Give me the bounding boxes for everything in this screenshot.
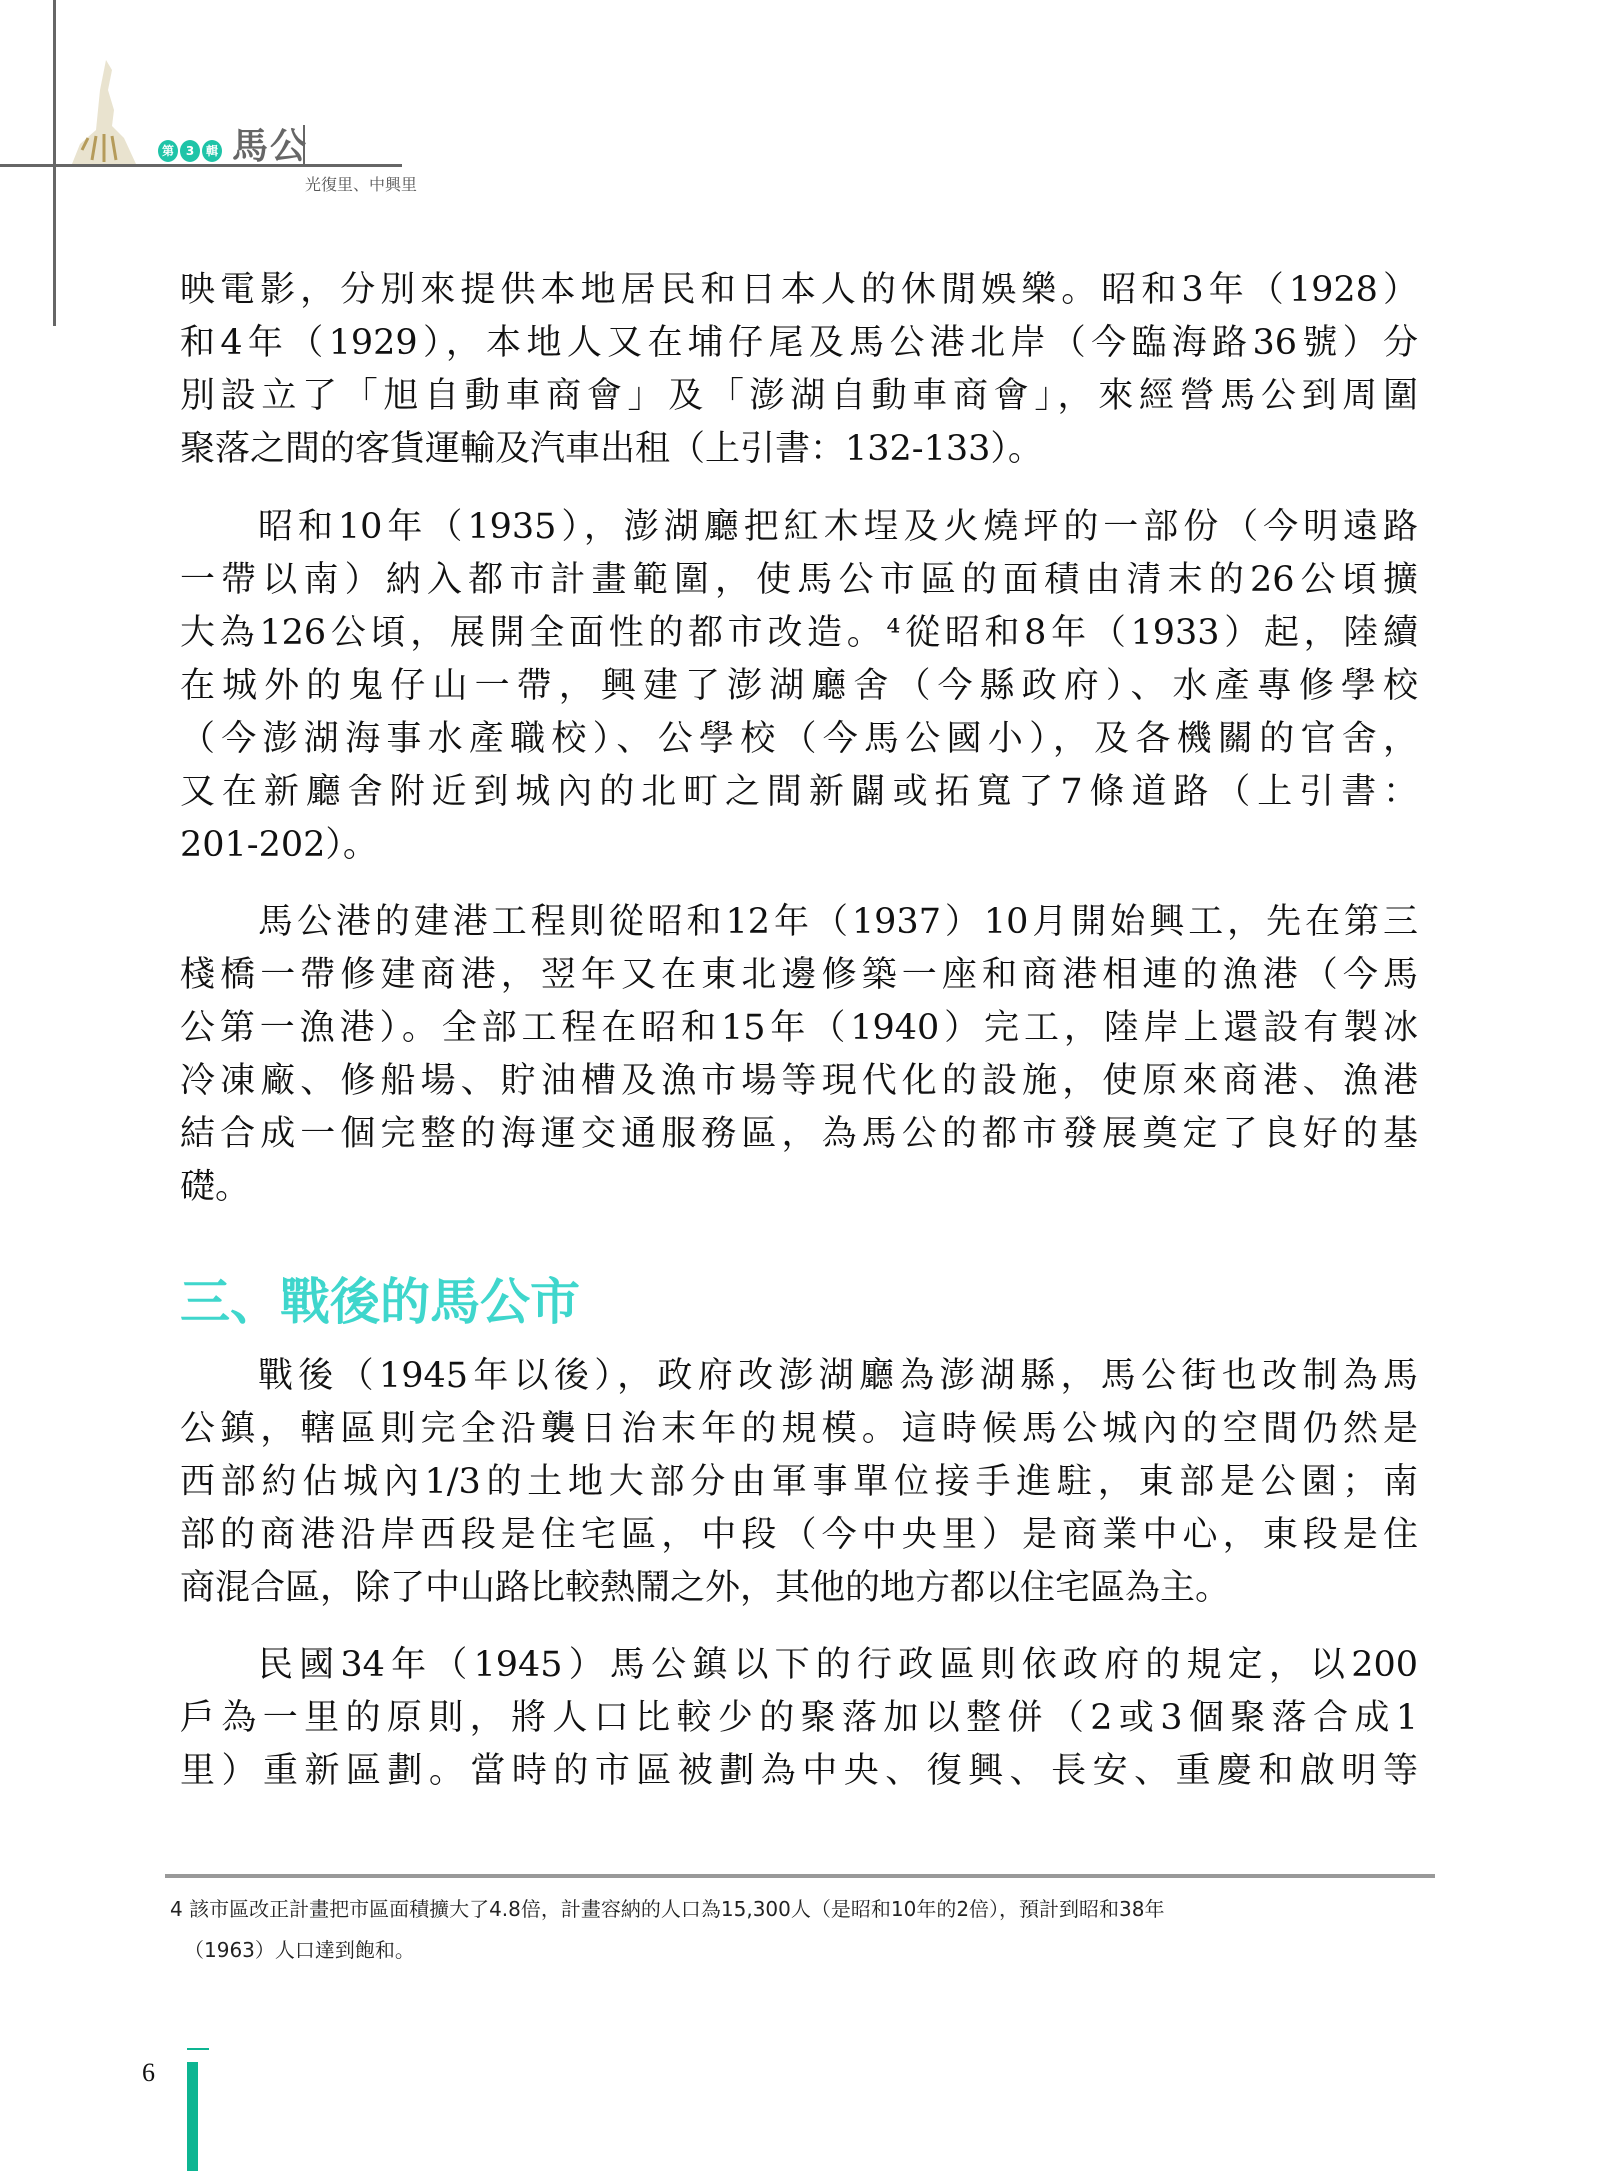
section-heading: 三、戰後的馬公市 [180, 1273, 580, 1331]
text-line: 冷凍廠、修船場、貯油槽及漁市場等現代化的設施，使原來商港、漁港 [180, 1061, 1418, 1101]
text-line: 戶為一里的原則，將人口比較少的聚落加以整併（2或3個聚落合成1 [180, 1698, 1418, 1738]
text-line: 一帶以南）納入都市計畫範圍，使馬公市區的面積由清末的26公頃擴 [180, 560, 1418, 600]
text-line: 別設立了「旭自動車商會」及「澎湖自動車商會」，來經營馬公到周圍 [180, 376, 1418, 416]
badge-di: 第 [158, 140, 178, 162]
series-title: 馬公 [232, 125, 309, 167]
header-rule [0, 164, 402, 167]
text-line: 馬公港的建港工程則從昭和12年（1937）10月開始興工，先在第三 [258, 902, 1418, 942]
text-line: 公第一漁港）。全部工程在昭和15年（1940）完工，陸岸上還設有製冰 [180, 1008, 1418, 1048]
text-line: 在城外的鬼仔山一帶，興建了澎湖廳舍（今縣政府）、水產專修學校 [180, 666, 1418, 706]
text-line: 棧橋一帶修建商港，翌年又在東北邊修築一座和商港相連的漁港（今馬 [180, 955, 1418, 995]
text-line: 201-202）。 [180, 825, 378, 865]
text-line: 民國34年（1945）馬公鎮以下的行政區則依政府的規定，以200 [258, 1645, 1418, 1685]
text-line: 商混合區，除了中山路比較熱鬧之外，其他的地方都以住宅區為主。 [180, 1568, 1231, 1608]
text-line: 又在新廳舍附近到城內的北町之間新闢或拓寬了7條道路（上引書： [180, 772, 1418, 812]
text-line: 公鎮，轄區則完全沿襲日治末年的規模。這時候馬公城內的空間仍然是 [180, 1409, 1418, 1449]
text-line: 西部約佔城內1/3的土地大部分由軍事單位接手進駐，東部是公園；南 [180, 1462, 1418, 1502]
text-line: 大為126公頃，展開全面性的都市改造。⁴從昭和8年（1933）起，陸續 [180, 613, 1418, 653]
text-line: 礎。 [180, 1167, 251, 1207]
text-line: 里）重新區劃。當時的市區被劃為中央、復興、長安、重慶和啟明等 [180, 1751, 1418, 1791]
crop-mark-vertical [53, 0, 56, 326]
text-line: 映電影，分別來提供本地居民和日本人的休閒娛樂。昭和3年（1928） [180, 270, 1418, 310]
badge-number: 3 [180, 140, 200, 162]
text-line: 和4年（1929），本地人又在埔仔尾及馬公港北岸（今臨海路36號）分 [180, 323, 1418, 363]
footnote-line: （1963）人口達到飽和。 [184, 1938, 415, 1962]
chapter-subtitle: 光復里、中興里 [305, 175, 418, 194]
text-line: 結合成一個完整的海運交通服務區，為馬公的都市發展奠定了良好的基 [180, 1114, 1418, 1154]
text-line: 昭和10年（1935），澎湖廳把紅木埕及火燒坪的一部份（今明遠路 [258, 507, 1418, 547]
footnote-rule [165, 1874, 1435, 1878]
text-line: 戰後（1945年以後），政府改澎湖廳為澎湖縣，馬公街也改制為馬 [258, 1356, 1418, 1396]
statue-icon [68, 60, 140, 164]
text-line: （今澎湖海事水產職校）、公學校（今馬公國小），及各機關的官舍， [180, 719, 1418, 759]
page-number: 6 [142, 2058, 155, 2087]
page-bar-cap [187, 2048, 209, 2050]
badge-ji: 輯 [202, 140, 222, 162]
footnote-line: 4 該市區改正計畫把市區面積擴大了4.8倍，計畫容納的人口為15,300人（是昭和10年的2倍），預計到昭和38年 [170, 1897, 1165, 1921]
text-line: 聚落之間的客貨運輸及汽車出租（上引書：132-133）。 [180, 429, 1043, 469]
page-bar [187, 2062, 198, 2171]
text-line: 部的商港沿岸西段是住宅區，中段（今中央里）是商業中心，東段是住 [180, 1515, 1418, 1555]
